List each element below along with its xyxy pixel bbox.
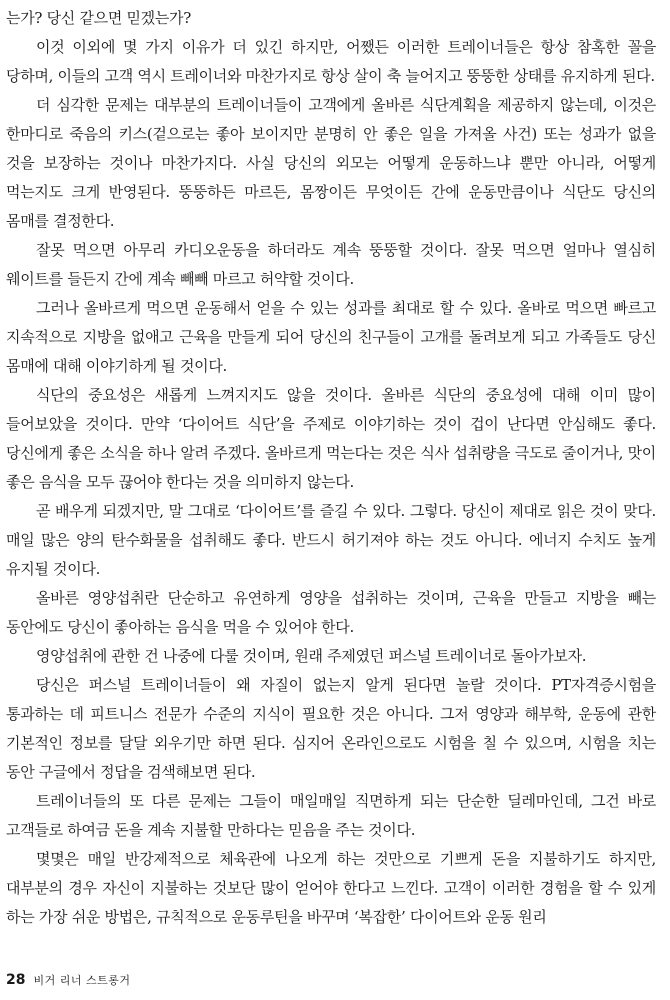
paragraph: 곧 배우게 되겠지만, 말 그대로 ‘다이어트’를 즐길 수 있다. 그렇다. 당신이 제대로 읽은 것이 맞다. 매일 많은 양의 탄수화물을 섭취해도 좋다. 반드시 허기져야 하는 것도 아니다. 에너지 수치도 높게 유지될 것이다. [6, 502, 656, 578]
paragraph: 이것 이외에 몇 가지 이유가 더 있긴 하지만, 어쨌든 이러한 트레이너들은 항상 참혹한 꼴을 당하며, 이들의 고객 역시 트레이너와 마찬가지로 항상 살이 축 늘어지고 뚱뚱한 상태를 유지하게 된다. [6, 38, 656, 85]
paragraph: 식단의 중요성은 새롭게 느껴지지도 않을 것이다. 올바른 식단의 중요성에 대해 이미 많이 들어보았을 것이다. 만약 ‘다이어트 식단’을 주제로 이야기하는 것이 겁이 난다면 안심해도 좋다. 당신에게 좋은 소식을 하나 알려 주겠다. 올바르게 먹는다는 것은 식사 섭취량을 극도로 줄이거나, 맛이 좋은 음식을 모두 끊어야 한다는 것을 의미하지 않는다. [6, 386, 656, 491]
paragraph: 잘못 먹으면 아무리 카디오운동을 하더라도 계속 뚱뚱할 것이다. 잘못 먹으면 얼마나 열심히 웨이트를 들든지 간에 계속 빼빼 마르고 허약할 것이다. [6, 241, 656, 288]
paragraph: 트레이너들의 또 다른 문제는 그들이 매일매일 직면하게 되는 단순한 딜레마인데, 그건 바로 고객들로 하여금 돈을 계속 지불할 만하다는 믿음을 주는 것이다. [6, 792, 656, 839]
paragraph-continuation: 는가? 당신 같으면 믿겠는가? [6, 9, 191, 27]
body-text [6, 4, 656, 932]
paragraph: 그러나 올바르게 먹으면 운동해서 얻을 수 있는 성과를 최대로 할 수 있다. 올바로 먹으면 빠르고 지속적으로 지방을 없애고 근육을 만들게 되어 당신의 친구들이 고개를 돌려보게 되고 가족들도 당신 몸매에 대해 이야기하게 될 것이다. [6, 299, 656, 375]
paragraph: 더 심각한 문제는 대부분의 트레이너들이 고객에게 올바른 식단계획을 제공하지 않는데, 이것은 한마디로 죽음의 키스(겉으로는 좋아 보이지만 분명히 안 좋은 일을 가져올 사건) 또는 성과가 없을 것을 보장하는 것이나 마찬가지다. 사실 당신의 외모는 어떻게 운동하느냐 뿐만 아니라, 어떻게 먹는지도 크게 반영된다. 뚱뚱하든 마르든, 몸짱이든 무엇이든 간에 운동만큼이나 식단도 당신의 몸매를 결정한다. [6, 96, 656, 230]
paragraph: 당신은 퍼스널 트레이너들이 왜 자질이 없는지 알게 된다면 놀랄 것이다. PT자격증시험을 통과하는 데 피트니스 전문가 수준의 지식이 필요한 것은 아니다. 그저 영양과 해부학, 운동에 관한 기본적인 정보를 달달 외우기만 하면 된다. 심지어 온라인으로도 시험을 칠 수 있으며, 시험을 치는 동안 구글에서 정답을 검색해보면 된다. [6, 676, 656, 781]
running-title: 비거 리너 스트롱거 [33, 974, 131, 987]
page-footer [6, 972, 131, 988]
page-number: 28 [6, 972, 26, 988]
paragraph: 영양섭취에 관한 건 나중에 다룰 것이며, 원래 주제였던 퍼스널 트레이너로 돌아가보자. [36, 647, 587, 665]
paragraph: 몇몇은 매일 반강제적으로 체육관에 나오게 하는 것만으로 기쁘게 돈을 지불하기도 하지만, 대부분의 경우 자신이 지불하는 것보단 많이 얻어야 한다고 느낀다. 고객이 이러한 경험을 할 수 있게 하는 가장 쉬운 방법은, 규칙적으로 운동루틴을 바꾸며 ‘복잡한’ 다이어트와 운동 원리 [6, 850, 656, 926]
paragraph: 올바른 영양섭취란 단순하고 유연하게 영양을 섭취하는 것이며, 근육을 만들고 지방을 빼는 동안에도 당신이 좋아하는 음식을 먹을 수 있어야 한다. [6, 589, 656, 636]
